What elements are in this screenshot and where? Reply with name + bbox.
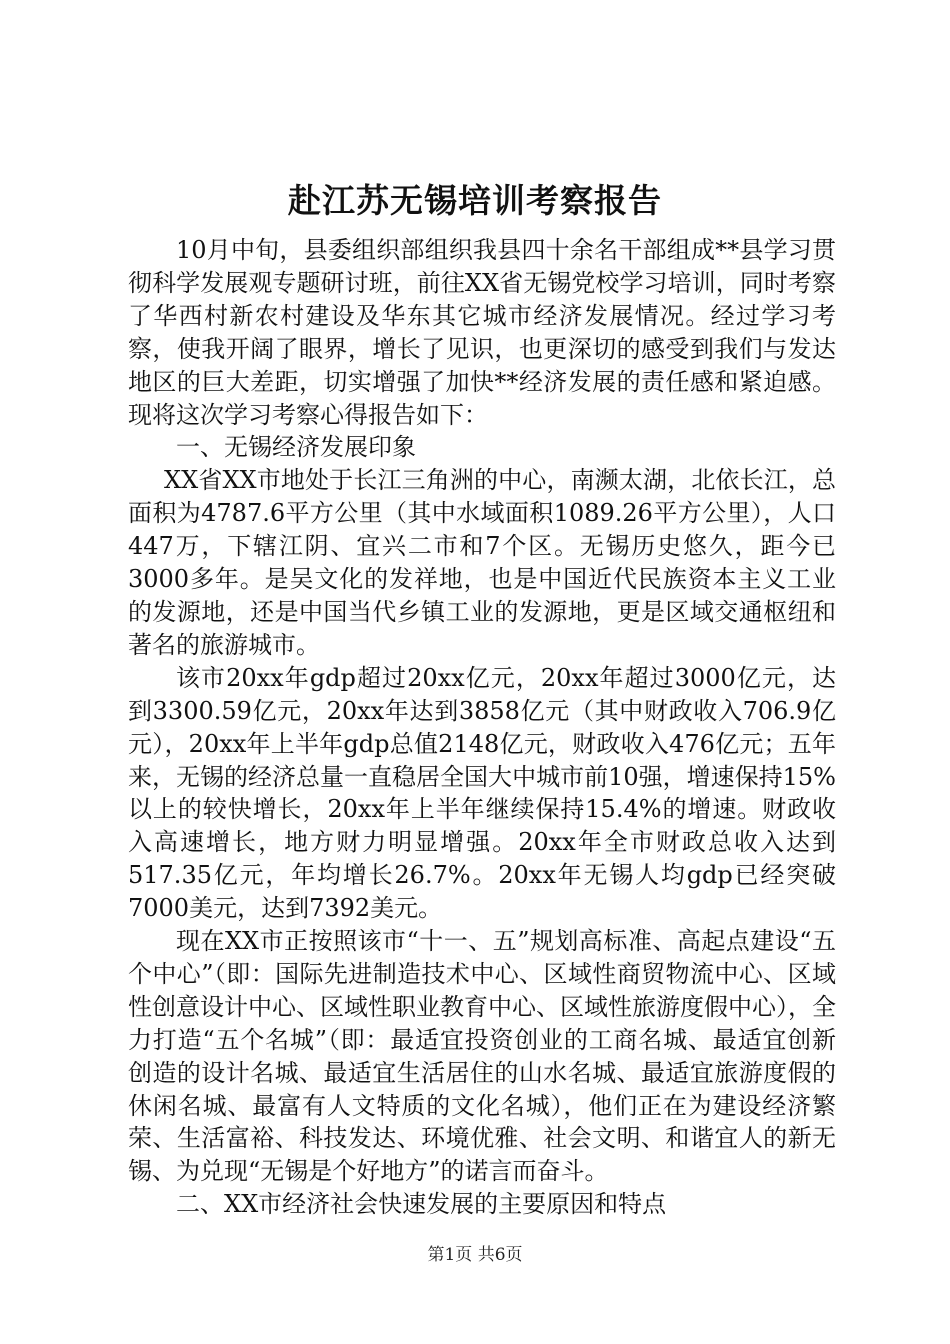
paragraph-economy: 该市20xx年gdp超过20xx亿元，20xx年超过3000亿元，达到3300.59亿元，20xx年达到3858亿元（其中财政收入706.9亿元），20xx年上半年gdp总值2148亿元，财政收入476亿元；五年来，无锡的经济总量一直稳居全国大中城市前10强，增速保持15%以上的较快增长，20xx年上半年继续保持15.4%的增速。财政收入高速增长，地方财力明显增强。20xx年全市财政总收入达到517.35亿元，年均增长26.7%。20xx年无锡人均gdp已经突破7000美元，达到7392美元。 xyxy=(128,663,836,923)
document-body xyxy=(128,234,836,1221)
paragraph-intro: 10月中旬，县委组织部组织我县四十余名干部组成**县学习贯彻科学发展观专题研讨班，前往XX省无锡党校学习培训，同时考察了华西村新农村建设及华东其它城市经济发展情况。经过学习考察，使我开阔了眼界，增长了见识，也更深切的感受到我们与发达地区的巨大差距，切实增强了加快**经济发展的责任感和紧迫感。现将这次学习考察心得报告如下： xyxy=(128,236,836,429)
paragraph-overview: XX省XX市地处于长江三角洲的中心，南濒太湖，北依长江，总面积为4787.6平方公里（其中水域面积1089.26平方公里），人口447万，下辖江阴、宜兴二市和7个区。无锡历史悠久，距今已3000多年。是吴文化的发祥地，也是中国近代民族资本主义工业的发源地，还是中国当代乡镇工业的发源地，更是区域交通枢纽和著名的旅游城市。 xyxy=(128,466,836,659)
section-heading-2: 二、XX市经济社会快速发展的主要原因和特点 xyxy=(176,1190,667,1219)
paragraph-plan: 现在XX市正按照该市“十一、五”规划高标准、高起点建设“五个中心”（即：国际先进制造技术中心、区域性商贸物流中心、区域性创意设计中心、区域性职业教育中心、区域性旅游度假中心），全力打造“五个名城”（即：最适宜投资创业的工商名城、最适宜创新创造的设计名城、最适宜生活居住的山水名城、最适宜旅游度假的休闲名城、最富有人文特质的文化名城），他们正在为建设经济繁荣、生活富裕、科技发达、环境优雅、社会文明、和谐宜人的新无锡、为兑现“无锡是个好地方”的诺言而奋斗。 xyxy=(128,927,836,1186)
section-heading-1: 一、无锡经济发展印象 xyxy=(176,433,416,462)
page-number-footer: 第1页 共6页 xyxy=(427,1245,523,1265)
document-title: 赴江苏无锡培训考察报告 xyxy=(288,181,662,220)
